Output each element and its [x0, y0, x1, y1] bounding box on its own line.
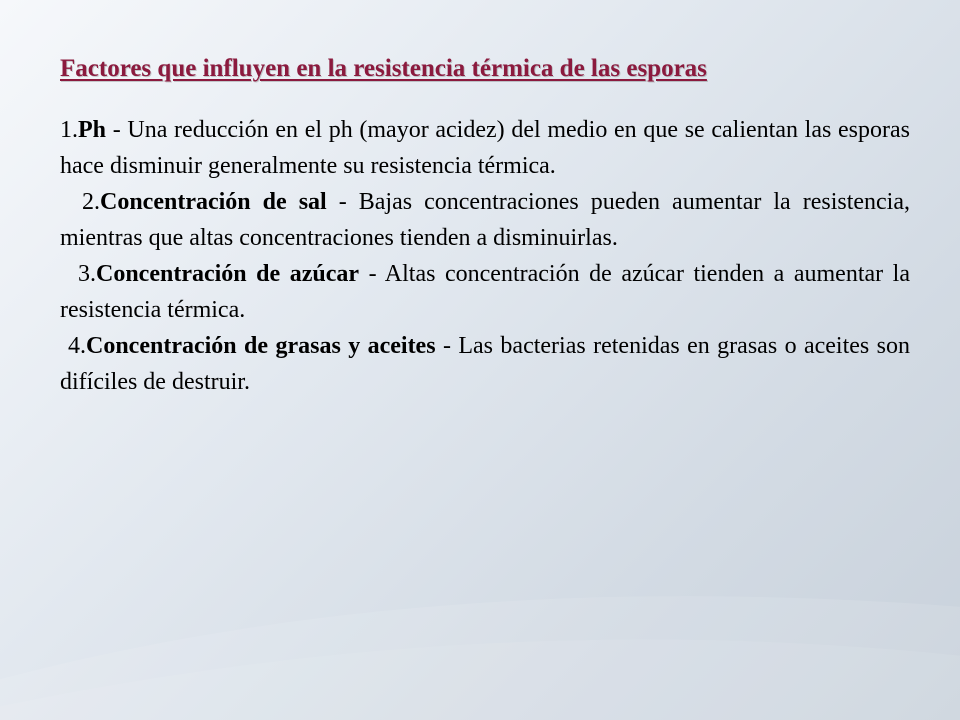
factor-item-salt-concentration [60, 184, 910, 256]
factor-description: - Las bacterias retenidas en grasas o aceites son difíciles de destruir. [60, 333, 910, 395]
factor-description: - Altas concentración de azúcar tienden a aumentar la resistencia térmica. [60, 261, 911, 323]
factor-number: 1. [60, 117, 78, 143]
factor-number: 4. [68, 333, 86, 359]
factor-description: - Bajas concentraciones pueden aumentar la resistencia, mientras que altas concentraciones tienden a disminuirlas. [60, 189, 911, 251]
slide-title: Factores que influyen en la resistencia térmica de las esporas [60, 55, 707, 82]
factor-item-sugar-concentration [60, 256, 910, 328]
factor-number: 2. [82, 189, 100, 215]
factor-description: - Una reducción en el ph (mayor acidez) del medio en que se calientan las esporas hace disminuir generalmente su resistencia térmica. [60, 117, 910, 179]
factor-term: Concentración de grasas y aceites [86, 333, 436, 359]
factor-number: 3. [78, 261, 96, 287]
factor-term: Concentración de sal [100, 189, 327, 215]
factor-term: Ph [78, 117, 107, 143]
factor-item-fats-oils-concentration [60, 328, 910, 400]
slide-content [60, 54, 910, 400]
factor-term: Concentración de azúcar [96, 261, 360, 287]
factor-item-ph [60, 112, 910, 184]
